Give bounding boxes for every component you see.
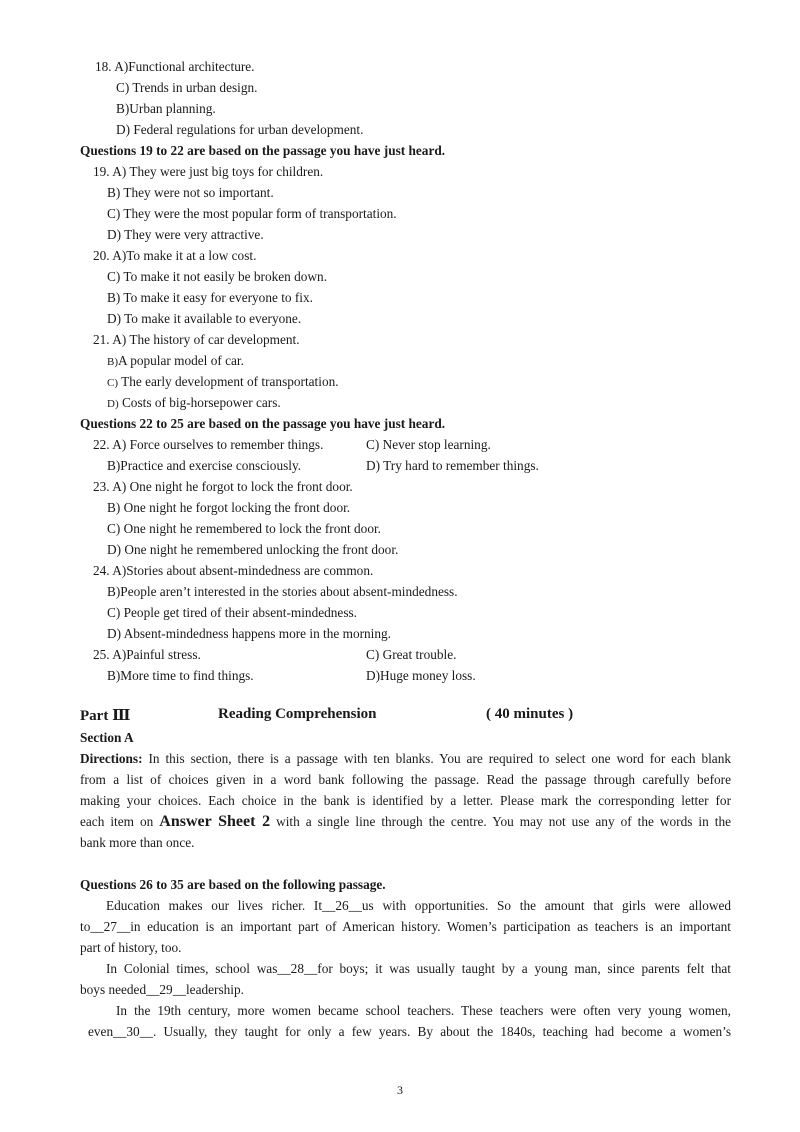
q21-b-text: A popular model of car.: [118, 353, 244, 368]
q25-option-d: D)Huge money loss.: [366, 668, 476, 683]
q18-option-b: B)Urban planning.: [116, 101, 216, 116]
q21-option-a: 21. A) The history of car development.: [93, 332, 300, 347]
q24-option-d: D) Absent-mindedness happens more in the morning.: [107, 626, 391, 641]
directions-text-4-post: with a single line through the centre. You may not use any of the words in the: [276, 814, 731, 829]
directions-line-1: [80, 750, 731, 768]
passage-p1-line1: Education makes our lives richer. It__26__us with opportunities. So the amount that girls were allowed: [106, 898, 731, 913]
passage-p3-line2: even__30__. Usually, they taught for only a few years. By about the 1840s, teaching had become a women’s: [88, 1024, 731, 1039]
q25-option-c: C) Great trouble.: [366, 647, 457, 662]
q25-option-b: B)More time to find things.: [107, 668, 254, 683]
q19-option-b: B) They were not so important.: [107, 185, 274, 200]
q23-option-a: 23. A) One night he forgot to lock the front door.: [93, 479, 353, 494]
q22-option-d: D) Try hard to remember things.: [366, 458, 539, 473]
section-a-heading: Section A: [80, 730, 134, 745]
directions-text-4-pre: each item on: [80, 814, 154, 829]
q24-option-a: 24. A)Stories about absent-mindedness are common.: [93, 563, 374, 578]
q23-option-c: C) One night he remembered to lock the front door.: [107, 521, 381, 536]
q21-c-text: The early development of transportation.: [121, 374, 339, 389]
q20-option-b: B) To make it easy for everyone to fix.: [107, 290, 313, 305]
directions-line-2: from a list of choices given in a word bank following the passage. Read the passage through carefully before: [80, 772, 731, 787]
passage-p1-line2: to__27__in education is an important part of American history. Women’s participation as teachers is an important: [80, 919, 731, 934]
directions-line-4: [80, 813, 731, 831]
passage-p1-line3: part of history, too.: [80, 940, 182, 955]
q23-option-d: D) One night he remembered unlocking the front door.: [107, 542, 399, 557]
q24-option-c: C) People get tired of their absent-mindedness.: [107, 605, 357, 620]
q21-d-label: D): [107, 398, 119, 410]
q25-option-a: 25. A)Painful stress.: [93, 647, 201, 662]
q24-option-b: B)People aren’t interested in the stories about absent-mindedness.: [107, 584, 458, 599]
q22-option-c: C) Never stop learning.: [366, 437, 491, 452]
q19-option-c: C) They were the most popular form of transportation.: [107, 206, 397, 221]
directions-text-1: In this section, there is a passage with ten blanks. You are required to select one word for each blank: [148, 751, 731, 766]
q21-option-d: [107, 394, 281, 413]
directions-line-3: making your choices. Each choice in the bank is identified by a letter. Please mark the corresponding letter for: [80, 793, 731, 808]
q22-option-a: 22. A) Force ourselves to remember things.: [93, 437, 324, 452]
q19-option-a: 19. A) They were just big toys for children.: [93, 164, 324, 179]
part-time: ( 40 minutes ): [486, 706, 574, 722]
directions-line-5: bank more than once.: [80, 835, 195, 850]
q21-b-label: B): [107, 356, 118, 368]
q23-option-b: B) One night he forgot locking the front door.: [107, 500, 351, 515]
passage-p2-line2: boys needed__29__leadership.: [80, 982, 244, 997]
q19-option-d: D) They were very attractive.: [107, 227, 264, 242]
q21-d-text: Costs of big-horsepower cars.: [121, 395, 281, 410]
q21-c-label: C): [107, 377, 118, 389]
passage-p3-line1: In the 19th century, more women became school teachers. These teachers were often very young women,: [116, 1003, 731, 1018]
q21-option-b: [107, 352, 244, 371]
q22-option-b: B)Practice and exercise consciously.: [107, 458, 302, 473]
part-title: Reading Comprehension: [218, 706, 377, 722]
passage-p2-line1: In Colonial times, school was__28__for boys; it was usually taught by a young man, since parents felt that: [106, 961, 731, 976]
q20-option-a: 20. A)To make it at a low cost.: [93, 248, 257, 263]
part-label: Part Ⅲ: [80, 708, 131, 724]
section-header-26-35: Questions 26 to 35 are based on the following passage.: [80, 877, 386, 892]
section-header-19-22: Questions 19 to 22 are based on the passage you have just heard.: [80, 143, 446, 158]
directions-label: Directions:: [80, 751, 143, 766]
q20-option-d: D) To make it available to everyone.: [107, 311, 302, 326]
q18-option-a: 18. A)Functional architecture.: [95, 59, 255, 74]
q20-option-c: C) To make it not easily be broken down.: [107, 269, 328, 284]
page-number: 3: [397, 1083, 403, 1097]
answer-sheet-label: Answer Sheet 2: [159, 813, 271, 830]
q18-option-d: D) Federal regulations for urban development.: [116, 122, 364, 137]
section-header-22-25: Questions 22 to 25 are based on the passage you have just heard.: [80, 416, 446, 431]
q21-option-c: [107, 373, 339, 392]
q18-option-c: C) Trends in urban design.: [116, 80, 258, 95]
